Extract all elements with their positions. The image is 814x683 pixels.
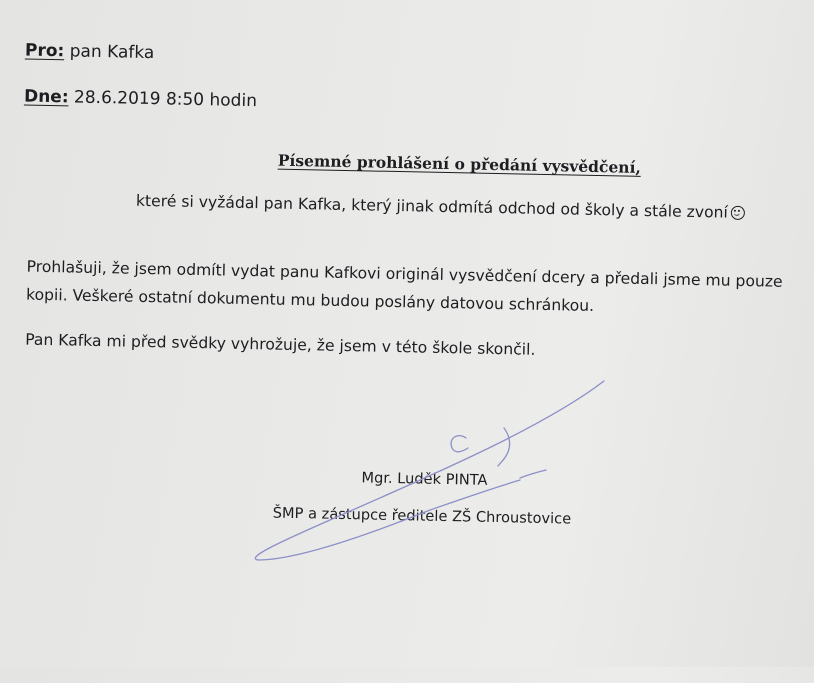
paragraph-1-line-2: kopii. Veškeré ostatní dokumentu mu budou poslány datovou schránkou. <box>25 285 595 315</box>
title-subline-text: které si vyžádal pan Kafka, který jinak odmítá odchod od školy a stále zvoní <box>135 191 729 222</box>
signatory-role: ŠMP a zástupce ředitele ZŠ Chroustovice <box>272 504 572 528</box>
signatory-name: Mgr. Luděk PINTA <box>361 469 488 489</box>
paragraph-1-line-1: Prohlašuji, že jsem odmítl vydat panu Kafkovi originál vysvědčení dcery a předali jsme mu pouze <box>26 257 783 291</box>
recipient-label: Pro: <box>24 40 65 62</box>
paragraph-2: Pan Kafka mi před svědky vyhrožuje, že jsem v této škole skončil. <box>25 330 536 359</box>
date-label: Dne: <box>23 86 69 108</box>
date-value: 28.6.2019 8:50 hodin <box>73 87 258 112</box>
document-title: Písemné prohlášení o předání vysvědčení, <box>277 150 642 177</box>
recipient-value: pan Kafka <box>69 41 155 64</box>
